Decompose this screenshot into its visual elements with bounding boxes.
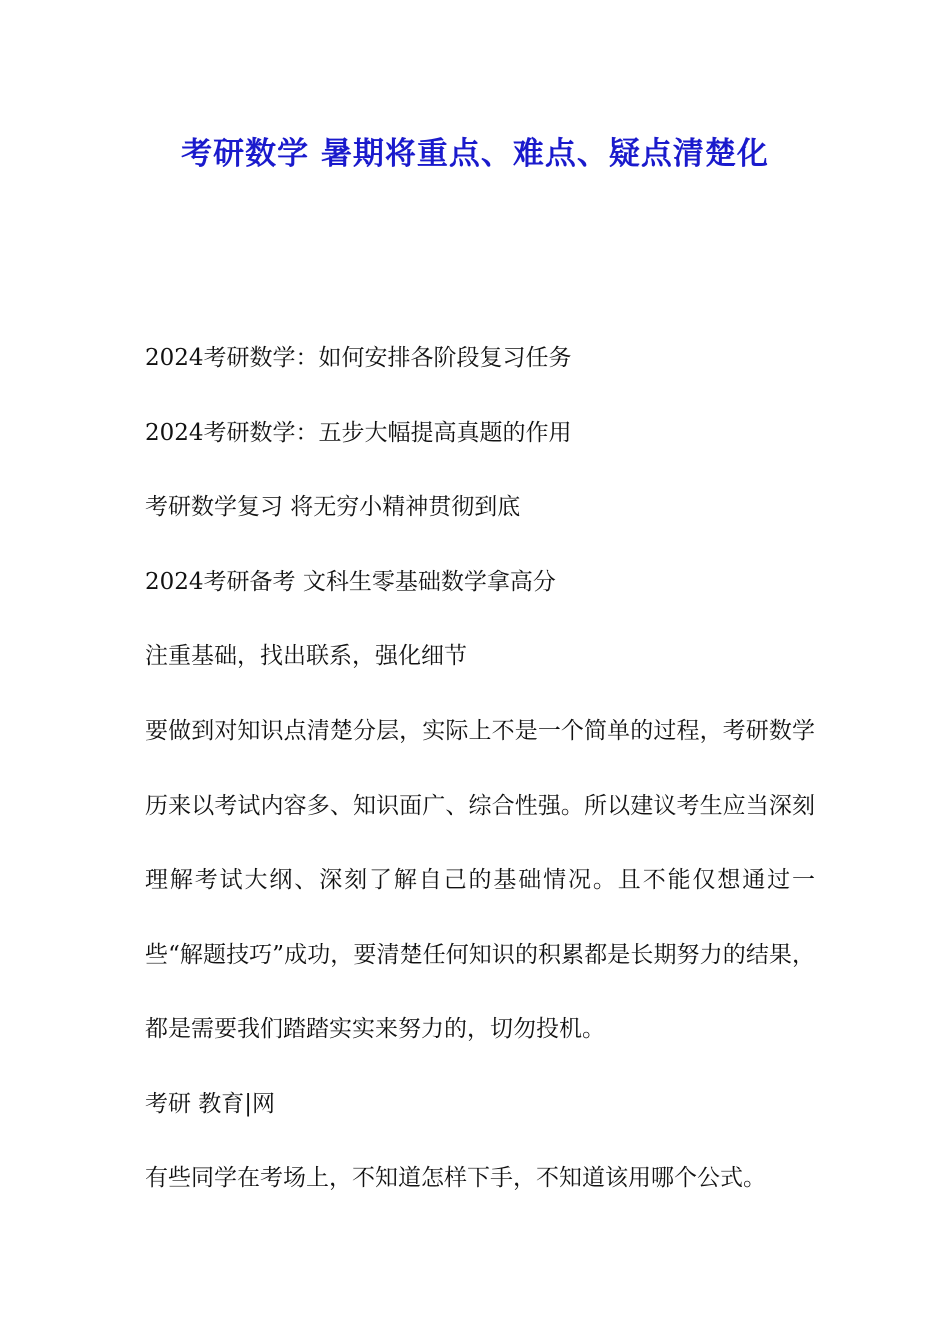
related-article-link[interactable]: 2024考研数学：如何安排各阶段复习任务 bbox=[145, 345, 572, 371]
related-article-link[interactable]: 考研数学复习 将无穷小精神贯彻到底 bbox=[145, 494, 521, 521]
related-article-link[interactable]: 2024考研数学：五步大幅提高真题的作用 bbox=[145, 419, 572, 446]
related-article-link[interactable]: 2024考研备考 文科生零基础数学拿高分 bbox=[145, 568, 556, 595]
related-articles-list bbox=[145, 321, 815, 694]
section-heading: 注重基础，找出联系，强化细节 bbox=[145, 643, 467, 670]
document-title: 考研数学 暑期将重点、难点、疑点清楚化 bbox=[181, 136, 769, 172]
closing-paragraph bbox=[145, 1141, 815, 1216]
body-paragraph bbox=[145, 694, 815, 1067]
closing-text: 有些同学在考场上，不知道怎样下手，不知道该用哪个公式。 bbox=[145, 1165, 766, 1191]
source-line bbox=[145, 1067, 815, 1142]
source-text: 考研 教育|网 bbox=[145, 1091, 276, 1117]
paragraph-text: 要做到对知识点清楚分层，实际上不是一个简单的过程，考研数学历来以考试内容多、知识面广、综合性强。所以建议考生应当深刻理解考试大纲、深刻了解自己的基础情况。且不能仅想通过一些“解题技巧”成功，要清楚任何知识的积累都是长期努力的结果，都是需要我们踏踏实实来努力的，切勿投机。 bbox=[145, 718, 815, 1043]
